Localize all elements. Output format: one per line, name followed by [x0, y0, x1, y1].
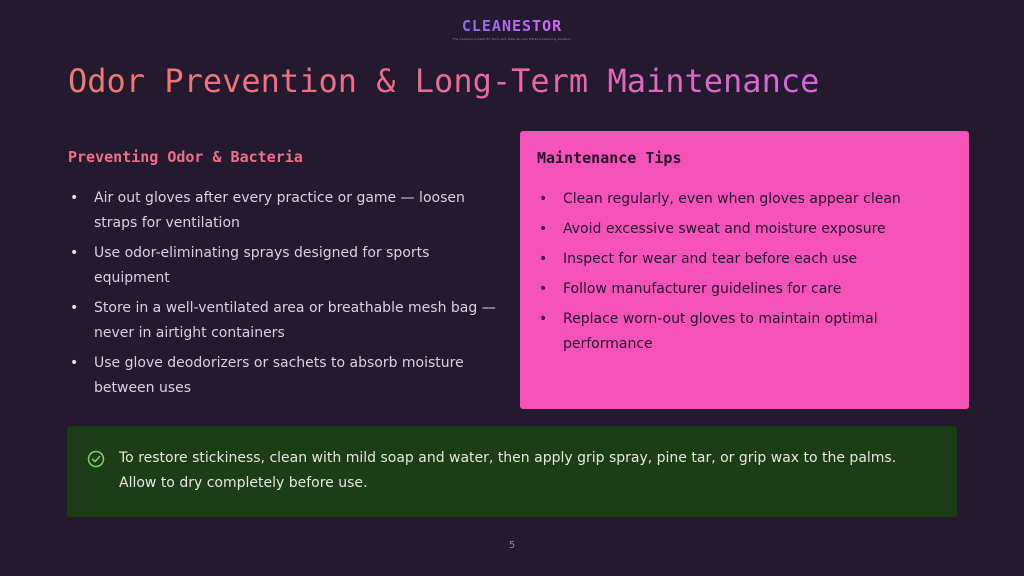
list-item: • Inspect for wear and tear before each use: [537, 247, 951, 272]
list-item: • Store in a well-ventilated area or breathable mesh bag — never in airtight containers: [68, 296, 498, 346]
maintenance-tips-card: [520, 131, 969, 409]
preventing-odor-section: [68, 148, 498, 406]
brand-logo: [0, 16, 1024, 41]
logo-text: CLEANESTOR: [461, 17, 563, 35]
check-circle-icon: [87, 450, 105, 468]
list-item: • Replace worn-out gloves to maintain optimal performance: [537, 307, 951, 357]
list-item: • Clean regularly, even when gloves appear clean: [537, 187, 951, 212]
logo-tagline: The Leading Global Ed Tech and Data-Driven Edtech Learning Solution: [452, 37, 572, 41]
callout-box: [67, 426, 957, 517]
card-heading: Maintenance Tips: [537, 149, 682, 167]
list-item: • Use odor-eliminating sprays designed for sports equipment: [68, 241, 498, 291]
callout-text: To restore stickiness, clean with mild soap and water, then apply grip spray, pine tar, or grip wax to the palms. Allow to dry completely before use.: [119, 450, 897, 491]
maintenance-tips-list: [537, 187, 951, 357]
preventing-odor-list: [68, 186, 498, 401]
list-item: • Avoid excessive sweat and moisture exposure: [537, 217, 951, 242]
list-item: • Use glove deodorizers or sachets to absorb moisture between uses: [68, 351, 498, 401]
list-item: • Air out gloves after every practice or game — loosen straps for ventilation: [68, 186, 498, 236]
slide-title: Odor Prevention & Long-Term Maintenance: [68, 62, 820, 100]
list-item: • Follow manufacturer guidelines for care: [537, 277, 951, 302]
page-number: 5: [508, 540, 516, 551]
section-heading: Preventing Odor & Bacteria: [68, 148, 303, 166]
